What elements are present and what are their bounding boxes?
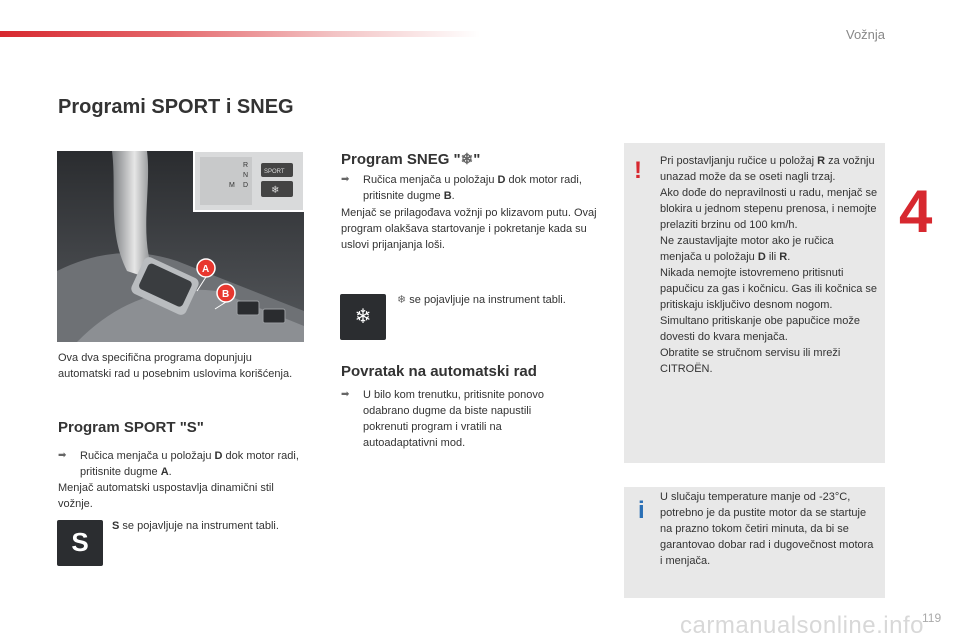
sport-text: Menjač automatski uspostavlja dinamični stil vožnje. xyxy=(58,482,274,510)
snowflake-icon: ❄ xyxy=(354,306,372,328)
sneg-bullet xyxy=(341,172,591,204)
bullet-arrow-icon: ➡ xyxy=(341,174,350,185)
header-accent-bar xyxy=(0,31,480,37)
sport-icon-letter: S xyxy=(71,527,89,557)
sneg-heading-post: " xyxy=(473,151,481,168)
gear-selector-illustration xyxy=(57,151,304,342)
warning-text xyxy=(660,153,878,377)
sport-s-icon xyxy=(57,520,103,566)
inset-snow-symbol: ❄ xyxy=(271,185,280,196)
bullet-arrow-icon: ➡ xyxy=(58,450,67,461)
povratak-bullet xyxy=(341,387,573,451)
sport-bullet-bold-2: A xyxy=(160,466,169,478)
chapter-number: 4 xyxy=(899,178,933,245)
marker-a-label: A xyxy=(202,264,210,275)
sport-bullet xyxy=(58,448,304,480)
marker-b-label: B xyxy=(222,289,230,300)
povratak-bullet-text: U bilo kom trenutku, pritisnite ponovo odabrano dugme da biste napustili pokrenuti program i vratili na autoadaptativni mod. xyxy=(363,389,544,449)
snowflake-icon: ❄ xyxy=(397,294,407,306)
gear-letter-d: D xyxy=(243,182,249,189)
sport-bullet-text-3: . xyxy=(168,466,172,478)
sport-bullet-bold-1: D xyxy=(214,450,223,462)
sport-heading: Program SPORT "S" xyxy=(58,419,204,436)
sneg-bullet-bold-2: B xyxy=(443,190,452,202)
info-icon: i xyxy=(638,497,645,524)
page-title: Programi SPORT i SNEG xyxy=(58,96,294,118)
sneg-snowflake-icon xyxy=(340,294,386,340)
info-text: U slučaju temperature manje od -23°C, potrebno je da pustite motor da se startuje na prazno tokom četiri minuta, da bi se garantovao dobar rad i dugovečnost motora i menjača. xyxy=(660,491,874,567)
info-box xyxy=(624,487,885,598)
warning-paragraph-4: Nikada nemojte istovremeno pritisnuti papučicu za gas i kočnicu. Gas ili kočnica se pritiskaju isključivo desnom nogom. Simultano pritiskanje obe papučice može dovesti do kvara menjača. xyxy=(660,267,878,343)
warning-paragraph-5: Obratite se stručnom servisu ili mreži CITROËN. xyxy=(660,347,841,375)
warning-paragraph-3: Ne zaustavljajte motor ako je ručica menjača u položaju D ili R. xyxy=(660,235,834,263)
page-number: 119 xyxy=(922,611,942,625)
bullet-arrow-icon: ➡ xyxy=(341,389,350,400)
sport-bullet-text-2: dok motor radi, pritisnite dugme xyxy=(80,450,299,478)
gear-selector-photo xyxy=(57,151,304,342)
section-name: Vožnja xyxy=(846,27,886,42)
warning-paragraph-2: Ako dođe do nepravilnosti u radu, menjač se blokira u jednom stepenu prenosa, i nemojte prelaziti brzinu od 100 km/h. xyxy=(660,187,878,231)
sneg-bullet-text-1: Ručica menjača u položaju xyxy=(363,174,498,186)
inset-sport-label: SPORT xyxy=(264,169,285,175)
snowflake-icon: ❄ xyxy=(460,151,474,168)
sneg-heading xyxy=(341,150,480,168)
sport-display-bold: S xyxy=(112,520,120,532)
watermark: carmanualsonline.info xyxy=(680,612,924,639)
sneg-display-text xyxy=(397,292,597,308)
sneg-bullet-text-2: dok motor radi, pritisnite dugme xyxy=(363,174,582,202)
warning-icon: ! xyxy=(634,157,642,184)
warning-box xyxy=(624,143,885,463)
sneg-bullet-text-3: . xyxy=(451,190,455,202)
gear-letter-r: R xyxy=(243,162,249,169)
warning-paragraph-1: Pri postavljanju ručice u položaj R za vožnju unazad može da se oseti nagli trzaj. xyxy=(660,155,875,183)
sneg-bullet-bold-1: D xyxy=(497,174,506,186)
povratak-heading: Povratak na automatski rad xyxy=(341,363,537,380)
gear-letter-m: M xyxy=(229,182,235,189)
sport-bullet-text-1: Ručica menjača u položaju xyxy=(80,450,215,462)
sneg-display-rest: se pojavljuje na instrument tabli. xyxy=(406,294,566,306)
sneg-heading-pre: Program SNEG " xyxy=(341,151,461,168)
sneg-text: Menjač se prilagođava vožnji po klizavom putu. Ovaj program olakšava startovanje i pokretanje kada su uslovi prijanjanja loši. xyxy=(341,207,597,251)
intro-text: Ova dva specifična programa dopunjuju automatski rad u posebnim uslovima korišćenja. xyxy=(58,352,293,380)
sport-display-text xyxy=(112,518,312,534)
sport-display-rest: se pojavljuje na instrument tabli. xyxy=(119,520,279,532)
gear-letter-n: N xyxy=(243,172,249,179)
